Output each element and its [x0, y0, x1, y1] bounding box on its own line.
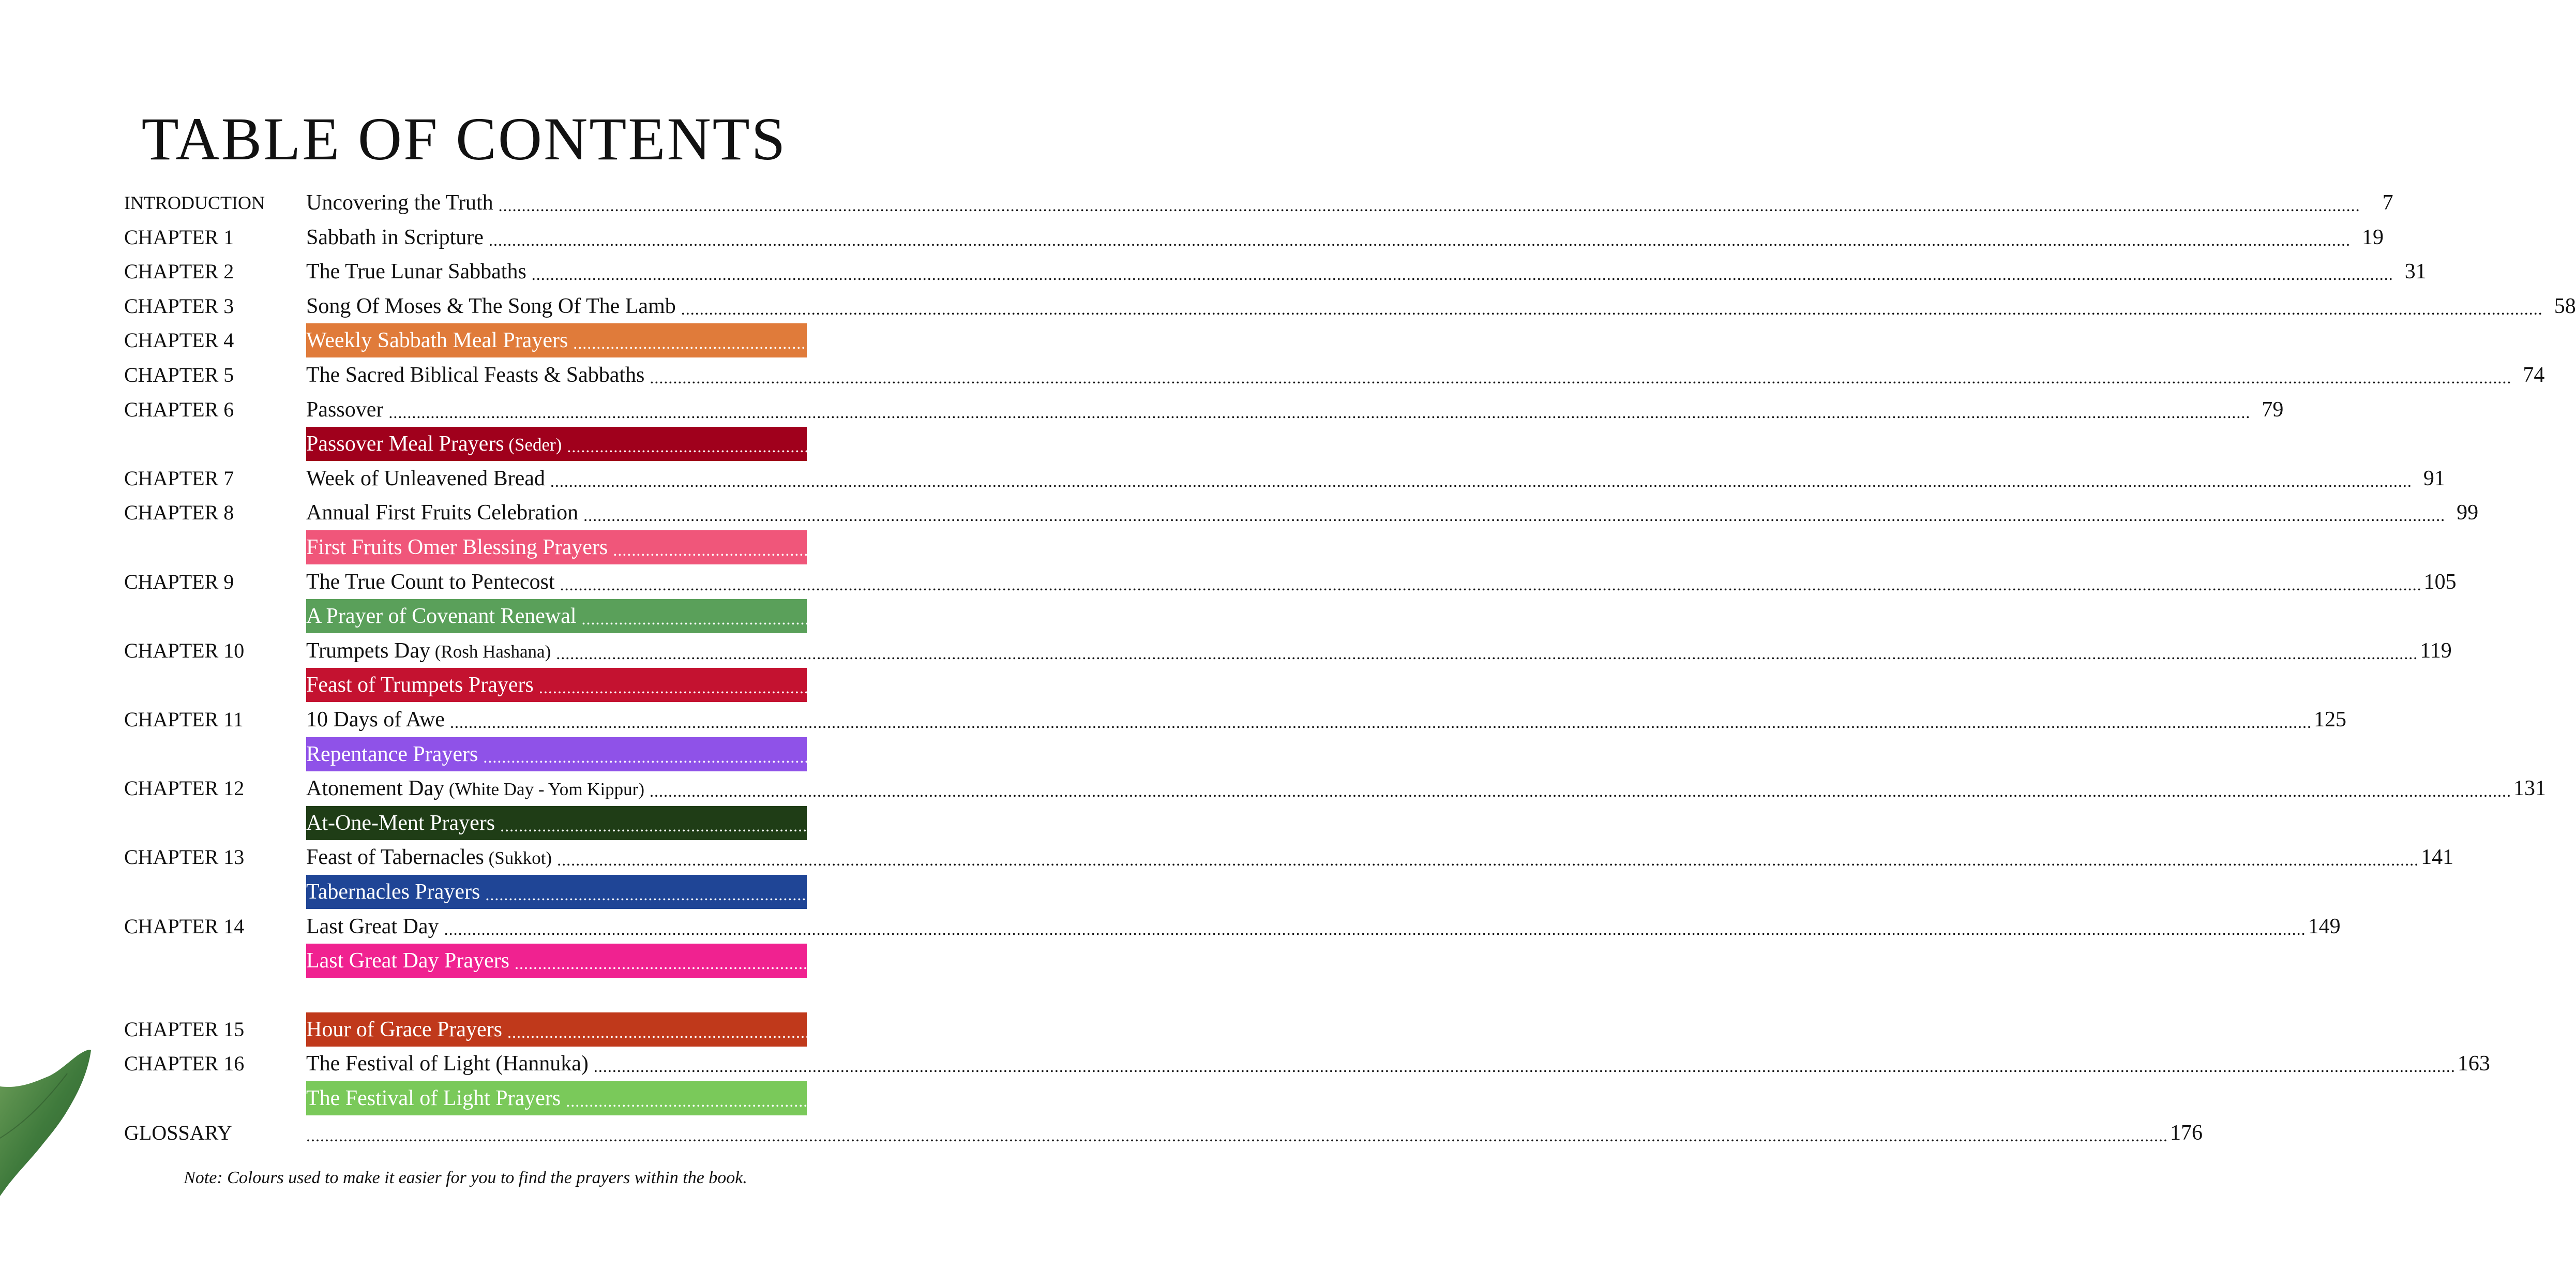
toc-entry[interactable] [306, 737, 2380, 771]
page-number: 83 [2440, 432, 2462, 456]
toc-entry[interactable] [306, 634, 2452, 668]
toc-entry[interactable] [306, 1047, 2490, 1081]
entry-title: Weekly Sabbath Meal Prayers [306, 329, 568, 352]
chapter-label: GLOSSARY [124, 1121, 232, 1144]
entry-title: Feast of Tabernacles (Sukkot) [306, 845, 552, 869]
chapter-label: CHAPTER 9 [124, 570, 234, 593]
toc-entry[interactable] [306, 323, 2468, 357]
toc-entry[interactable] [306, 944, 2412, 978]
toc-entry[interactable] [306, 703, 2346, 737]
dot-leader: ................................................................................................................................................................................................................................................................................................................................................................................................................ [538, 678, 2401, 697]
dot-leader: ................................................................................................................................................................................................................................................................................................................................................................................................................ [500, 816, 2362, 835]
toc-row [0, 289, 2576, 323]
entry-title: First Fruits Omer Blessing Prayers [306, 535, 608, 559]
dot-leader: ................................................................................................................................................................................................................................................................................................................................................................................................................ [650, 781, 2511, 800]
page-number: 91 [2423, 467, 2445, 490]
page-number: 141 [2421, 845, 2454, 869]
toc-row [0, 496, 2479, 530]
toc-entry[interactable] [306, 1081, 2463, 1115]
entry-title: Song Of Moses & The Song Of The Lamb [306, 294, 676, 318]
dot-leader: ................................................................................................................................................................................................................................................................................................................................................................................................................ [485, 885, 2347, 904]
toc-entry[interactable] [306, 461, 2445, 496]
entry-title: At-One-Ment Prayers [306, 811, 495, 835]
dot-leader: ................................................................................................................................................................................................................................................................................................................................................................................................................ [593, 1056, 2456, 1076]
chapter-label: INTRODUCTION [124, 192, 265, 213]
page-number: 168 [2430, 1086, 2463, 1110]
toc-row [0, 1012, 2404, 1047]
toc-row [0, 703, 2346, 737]
chapter-label: CHAPTER 6 [124, 398, 234, 421]
toc-row [0, 1081, 2463, 1115]
toc-row [0, 565, 2457, 599]
toc-entry[interactable] [306, 806, 2397, 840]
toc-entry[interactable] [306, 358, 2545, 392]
chapter-label: CHAPTER 8 [124, 501, 234, 524]
entry-title: Passover Meal Prayers (Seder) [306, 432, 562, 456]
toc-row [0, 255, 2427, 289]
toc-row [0, 944, 2412, 978]
entry-subtitle: (Sukkot) [484, 848, 552, 868]
toc-entry[interactable] [306, 186, 2393, 220]
page-number: 71 [2446, 329, 2468, 352]
dot-leader: ................................................................................................................................................................................................................................................................................................................................................................................................................ [556, 644, 2418, 663]
entry-title: The True Lunar Sabbaths [306, 260, 526, 284]
toc-row [0, 737, 2380, 771]
toc-row [0, 186, 2393, 220]
entry-title: The True Count to Pentecost [306, 570, 555, 594]
page-number: 115 [2445, 604, 2477, 628]
page-number: 119 [2420, 639, 2452, 663]
dot-leader: ................................................................................................................................................................................................................................................................................................................................................................................................................ [449, 712, 2312, 732]
toc-entry[interactable] [306, 496, 2479, 530]
toc-entry[interactable] [306, 599, 2477, 633]
toc-row [0, 1116, 2203, 1150]
dot-leader: ................................................................................................................................................................................................................................................................................................................................................................................................................ [583, 505, 2446, 525]
page-number: 150 [2378, 949, 2412, 973]
colour-note: Note: Colours used to make it easier for you to find the prayers within the book. [184, 1168, 747, 1187]
chapter-label: CHAPTER 4 [124, 329, 234, 352]
toc-entry[interactable] [306, 220, 2384, 255]
toc-entry[interactable] [306, 840, 2454, 874]
toc-row [0, 909, 2341, 944]
toc-row [0, 358, 2545, 392]
toc-row [0, 220, 2384, 255]
toc-row [0, 634, 2452, 668]
toc-row [0, 1047, 2490, 1081]
entry-title: Trumpets Day (Rosh Hashana) [306, 639, 551, 663]
chapter-label: CHAPTER 15 [124, 1018, 245, 1041]
dot-leader: ................................................................................................................................................................................................................................................................................................................................................................................................................ [581, 609, 2444, 628]
entry-subtitle: (Rosh Hashana) [430, 642, 551, 662]
page-number: 131 [2513, 777, 2546, 800]
dot-leader: ................................................................................................................................................................................................................................................................................................................................................................................................................ [557, 850, 2419, 869]
dot-leader: ................................................................................................................................................................................................................................................................................................................................................................................................................ [550, 471, 2412, 490]
page-number: 126 [2347, 742, 2380, 766]
toc-row [0, 771, 2546, 805]
dot-leader: ................................................................................................................................................................................................................................................................................................................................................................................................................ [498, 196, 2360, 215]
dot-leader: ................................................................................................................................................................................................................................................................................................................................................................................................................ [566, 1091, 2428, 1110]
entry-title: The Festival of Light Prayers [306, 1086, 561, 1110]
page-number: 105 [2423, 570, 2457, 594]
dot-leader: ................................................................................................................................................................................................................................................................................................................................................................................................................ [560, 575, 2422, 594]
entry-title: The Festival of Light (Hannuka) [306, 1052, 589, 1076]
toc-entry[interactable] [306, 530, 2510, 564]
chapter-label: CHAPTER 7 [124, 467, 234, 490]
dot-leader: ................................................................................................................................................................................................................................................................................................................................................................................................................ [483, 747, 2345, 766]
toc-entry[interactable] [306, 289, 2576, 323]
chapter-label: CHAPTER 10 [124, 639, 245, 662]
dot-leader: ................................................................................................................................................................................................................................................................................................................................................................................................................ [573, 333, 2435, 352]
page-number: 134 [2364, 811, 2397, 835]
chapter-label: CHAPTER 11 [124, 708, 244, 731]
dot-leader: ................................................................................................................................................................................................................................................................................................................................................................................................................ [613, 540, 2475, 559]
entry-title: Last Great Day [306, 915, 439, 938]
chapter-label: CHAPTER 2 [124, 260, 234, 283]
entry-title: Hour of Grace Prayers [306, 1018, 503, 1041]
chapter-label: CHAPTER 5 [124, 363, 234, 386]
entry-title: Week of Unleavened Bread [306, 467, 545, 490]
leaf-illustration [0, 1035, 93, 1200]
toc-entry[interactable] [306, 875, 2382, 909]
toc-entry[interactable] [306, 771, 2546, 805]
page-number: 74 [2523, 363, 2545, 387]
page-number: 99 [2457, 501, 2479, 525]
entry-title: Passover [306, 398, 384, 422]
dot-leader: ................................................................................................................................................................................................................................................................................................................................................................................................................ [488, 230, 2351, 249]
entry-title: The Sacred Biblical Feasts & Sabbaths [306, 363, 645, 387]
entry-title: Atonement Day (White Day - Yom Kippur) [306, 777, 644, 800]
entry-title: Repentance Prayers [306, 742, 478, 766]
dot-leader: ................................................................................................................................................................................................................................................................................................................................................................................................................ [507, 1022, 2370, 1041]
dot-leader: ................................................................................................................................................................................................................................................................................................................................................................................................................ [444, 919, 2306, 938]
toc-entry[interactable] [306, 427, 2462, 461]
toc-row [0, 668, 2435, 702]
page-number: 144 [2349, 880, 2382, 904]
page-number: 19 [2361, 226, 2384, 249]
dot-leader: ................................................................................................................................................................................................................................................................................................................................................................................................................ [531, 264, 2393, 284]
page-number: 149 [2308, 915, 2341, 938]
page-number: 79 [2262, 398, 2284, 422]
dot-leader: ................................................................................................................................................................................................................................................................................................................................................................................................................ [306, 1126, 2168, 1145]
entry-title: Annual First Fruits Celebration [306, 501, 579, 525]
chapter-label: CHAPTER 1 [124, 226, 234, 249]
toc-entry[interactable] [306, 565, 2457, 599]
page-number: 7 [2382, 191, 2393, 215]
toc-row [0, 530, 2510, 564]
entry-subtitle: (Seder) [504, 435, 562, 455]
page-number: 122 [2402, 673, 2435, 697]
entry-title: 10 Days of Awe [306, 708, 445, 732]
page-number: 163 [2457, 1052, 2490, 1076]
toc-row [0, 427, 2462, 461]
dot-leader: ................................................................................................................................................................................................................................................................................................................................................................................................................ [515, 953, 2377, 973]
toc-entry[interactable] [306, 393, 2284, 427]
dot-leader: ................................................................................................................................................................................................................................................................................................................................................................................................................ [388, 402, 2251, 422]
page-number: 125 [2313, 708, 2346, 732]
page-number: 176 [2170, 1121, 2203, 1145]
page-title: TABLE OF CONTENTS [141, 105, 787, 173]
page-number: 153 [2371, 1018, 2404, 1041]
toc-entry[interactable] [306, 1116, 2203, 1150]
dot-leader: ................................................................................................................................................................................................................................................................................................................................................................................................................ [681, 299, 2543, 318]
toc-entry[interactable] [306, 255, 2427, 289]
chapter-label: CHAPTER 3 [124, 294, 234, 318]
toc-entry[interactable] [306, 668, 2435, 702]
chapter-label: CHAPTER 12 [124, 777, 245, 800]
toc-row [0, 393, 2284, 427]
entry-title: Feast of Trumpets Prayers [306, 673, 534, 697]
toc-row [0, 840, 2454, 874]
dot-leader: ................................................................................................................................................................................................................................................................................................................................................................................................................ [567, 437, 2429, 456]
toc-row [0, 875, 2382, 909]
toc-row [0, 599, 2477, 633]
entry-title: Last Great Day Prayers [306, 949, 510, 973]
entry-title: Sabbath in Scripture [306, 226, 484, 249]
entry-title: A Prayer of Covenant Renewal [306, 604, 577, 628]
chapter-label: CHAPTER 16 [124, 1052, 245, 1075]
chapter-label: CHAPTER 14 [124, 915, 245, 938]
toc-entry[interactable] [306, 909, 2341, 944]
chapter-label: CHAPTER 13 [124, 845, 245, 869]
toc-row [0, 806, 2397, 840]
dot-leader: ................................................................................................................................................................................................................................................................................................................................................................................................................ [650, 368, 2512, 387]
page-number: 103 [2477, 535, 2510, 559]
entry-title: Tabernacles Prayers [306, 880, 480, 904]
toc-row [0, 323, 2468, 357]
toc-row [0, 461, 2445, 496]
toc-entry[interactable] [306, 1012, 2404, 1047]
page-number: 31 [2404, 260, 2427, 284]
page-number: 58 [2554, 294, 2576, 318]
entry-subtitle: (White Day - Yom Kippur) [444, 779, 644, 799]
entry-title: Uncovering the Truth [306, 191, 493, 215]
